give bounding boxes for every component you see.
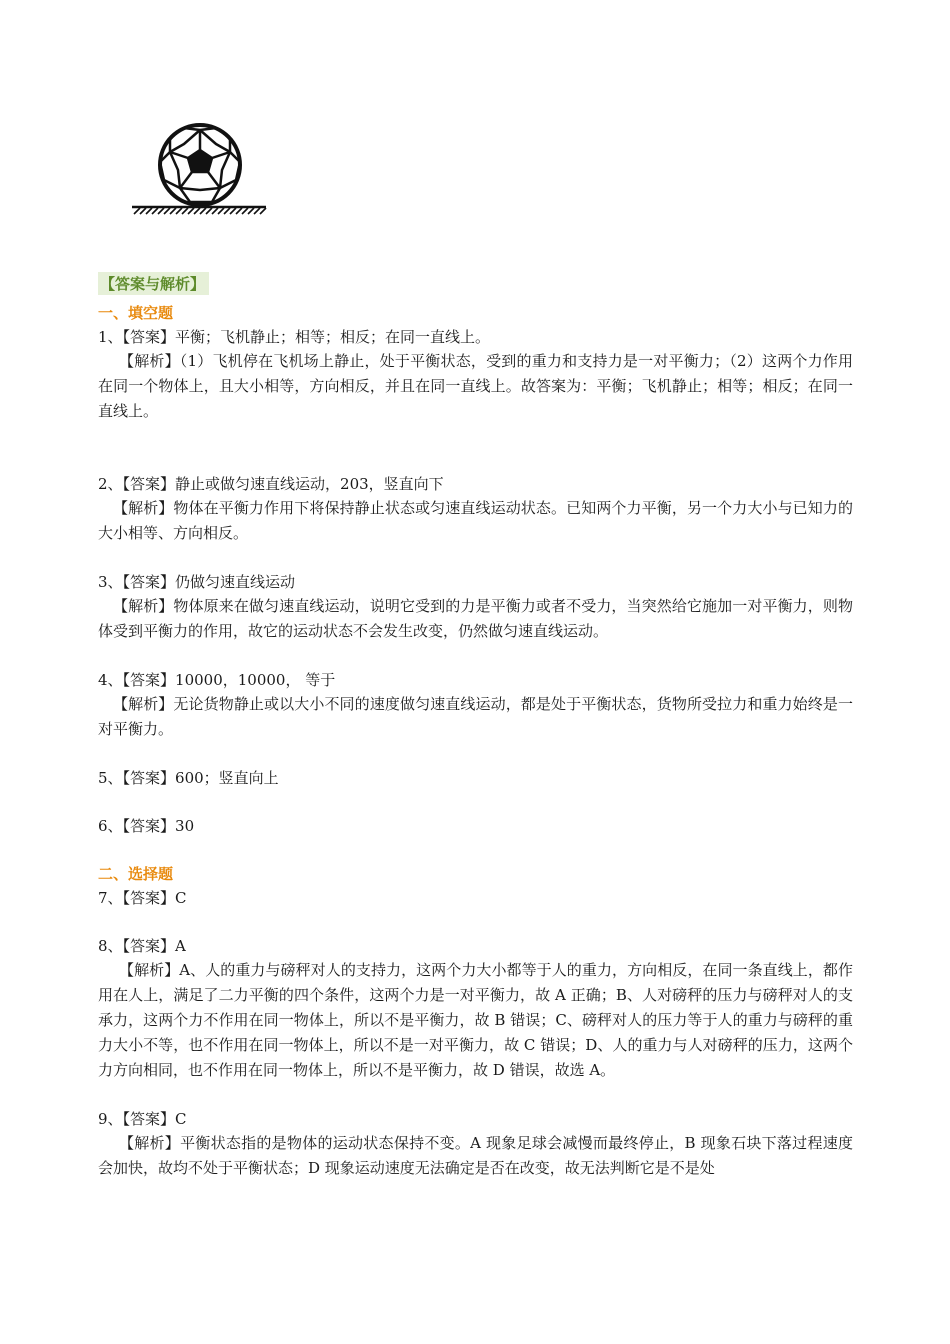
section-header: 【答案与解析】 (98, 272, 209, 295)
q1-answer: 1、【答案】平衡；飞机静止；相等；相反；在同一直线上。 (98, 328, 491, 346)
q8-analysis: 【解析】A、人的重力与磅秤对人的支持力，这两个力大小都等于人的重力，方向相反，在同一条直线上，都作用在人上，满足了二力平衡的四个条件，这两个力是一对平衡力，故 A 正确；B、人对磅秤的压力与磅秤对人的支承力，这两个力不作用在同一物体上，所以不是平衡力，故 B 错误；C、磅秤对人的压力等于人的重力与磅秤的重力大小不等，也不作用在同一物体上，所以不是一对平衡力，故 C 错误；D、人的重力与人对磅秤的压力，这两个力方向相同，也不作用在同一物体上，所以不是平衡力，故 D 错误，故选 A。 (98, 961, 853, 1079)
q3-answer: 3、【答案】仍做匀速直线运动 (98, 573, 296, 591)
soccer-ball-on-ground-icon (128, 118, 268, 218)
answer-content (98, 272, 853, 1181)
q2-analysis: 【解析】物体在平衡力作用下将保持静止状态或匀速直线运动状态。已知两个力平衡，另一个力大小与已知力的大小相等、方向相反。 (98, 499, 853, 542)
q8-answer: 8、【答案】A (98, 937, 186, 955)
q6-answer: 6、【答案】30 (98, 817, 195, 835)
q4-answer: 4、【答案】10000，10000， 等于 (98, 671, 336, 689)
fill-blank-title: 一、填空题 (98, 304, 174, 322)
q1-analysis: 【解析】（1）飞机停在飞机场上静止，处于平衡状态，受到的重力和支持力是一对平衡力；（2）这两个力作用在同一个物体上，且大小相等，方向相反，并且在同一直线上。故答案为：平衡；飞机静止；相等；相反；在同一直线上。 (98, 352, 853, 420)
q5-answer: 5、【答案】600；竖直向上 (98, 769, 279, 787)
choice-title: 二、选择题 (98, 865, 174, 883)
q9-analysis: 【解析】平衡状态指的是物体的运动状态保持不变。A 现象足球会减慢而最终停止，B 现象石块下落过程速度会加快，故均不处于平衡状态；D 现象运动速度无法确定是否在改变，故无法判断它是不是处 (98, 1134, 853, 1177)
q7-answer: 7、【答案】C (98, 889, 187, 907)
q2-answer: 2、【答案】静止或做匀速直线运动，203，竖直向下 (98, 475, 444, 493)
q3-analysis: 【解析】物体原来在做匀速直线运动，说明它受到的力是平衡力或者不受力，当突然给它施加一对平衡力，则物体受到平衡力的作用，故它的运动状态不会发生改变，仍然做匀速直线运动。 (98, 597, 853, 640)
q9-answer: 9、【答案】C (98, 1110, 187, 1128)
q4-analysis: 【解析】无论货物静止或以大小不同的速度做匀速直线运动，都是处于平衡状态，货物所受拉力和重力始终是一对平衡力。 (98, 695, 853, 738)
